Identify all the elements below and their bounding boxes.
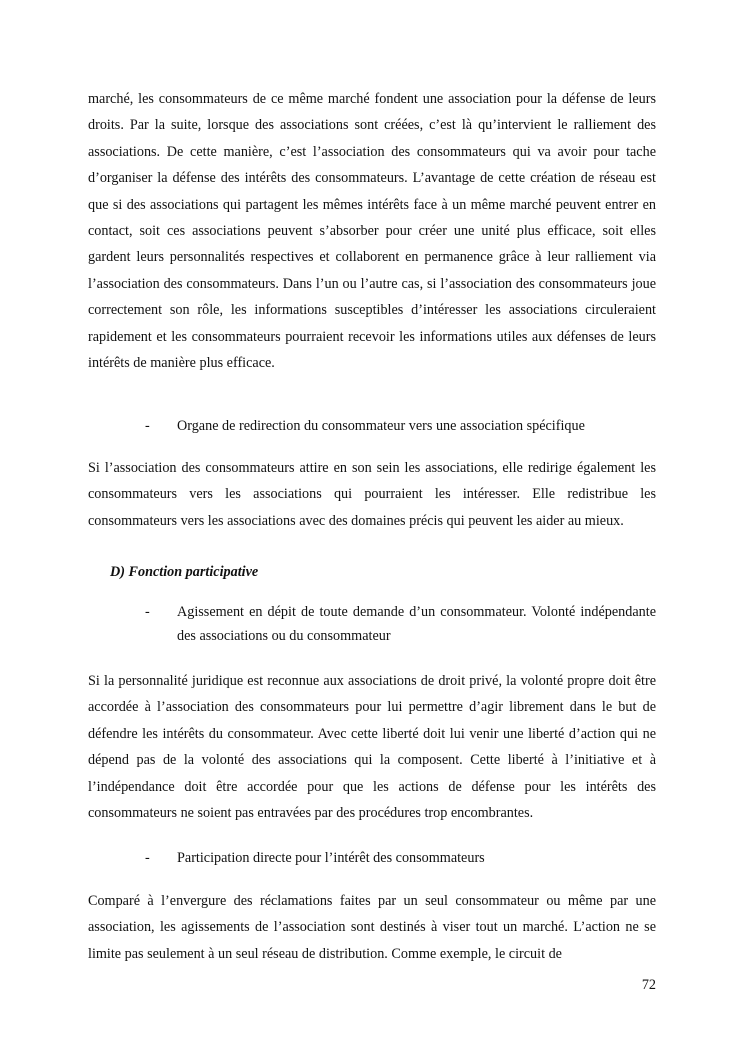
bullet-redirection: Organe de redirection du consommateur vers une association spécifique [177,418,585,434]
bullet-marker: - [145,418,150,434]
bullet-marker: - [145,604,150,620]
paragraph-redirection: Si l’association des consommateurs attire en son sein les associations, elle redirige également les consommateurs vers les associations qui pourraient les intéresser. Elle redistribue les consommateurs vers les associations avec des domaines précis qui peuvent les aider au mieux. [88,460,656,529]
section-heading-d: D) Fonction participative [110,564,259,580]
paragraph-envergure: Comparé à l’envergure des réclamations faites par un seul consommateur ou même par une association, les agissements de l’association sont destinés à viser tout un marché. L’action ne se limite pas seulement à un seul réseau de distribution. Comme exemple, le circuit de [88,893,656,962]
paragraph-volonte: Si la personnalité juridique est reconnue aux associations de droit privé, la volonté propre doit être accordée à l’association des consommateurs pour lui permettre d’agir librement dans le but de défendre les intérêts du consommateur. Avec cette liberté doit lui venir une liberté d’action qui ne dépend pas de la volonté des associations qui la composent. Cette liberté à l’initiative et à l’indépendance doit être accordée pour que les actions de défense pour les intérêts des consommateurs ne soient pas entravées par des procédures trop encombrantes. [88,673,656,822]
bullet-participation: Participation directe pour l’intérêt des consommateurs [177,850,485,866]
bullet-marker: - [145,850,150,866]
paragraph-reseau: marché, les consommateurs de ce même marché fondent une association pour la défense de leurs droits. Par la suite, lorsque des associations sont créées, c’est là qu’intervient le ralliement des associations. De cette manière, c’est l’association des consommateurs qui va avoir pour tache d’organiser la défense des intérêts des consommateurs. L’avantage de cette création de réseau est que si des associations qui partagent les mêmes intérêts face à un même marché peuvent entrer en contact, soit ces associations peuvent s’absorber pour créer une unité plus efficace, soit elles gardent leurs personnalités respectives et collaborent en permanence grâce à leur ralliement via l’association des consommateurs. Dans l’un ou l’autre cas, si l’association des consommateurs joue correctement son rôle, les informations susceptibles d’intéresser les associations circuleraient rapidement et les consommateurs pourraient recevoir les informations utiles aux défenses de leurs intérêts de manière plus efficace. [88,91,656,372]
page-number: 72 [641,977,656,993]
bullet-agissement: Agissement en dépit de toute demande d’un consommateur. Volonté indépendante des associations ou du consommateur [177,604,656,644]
